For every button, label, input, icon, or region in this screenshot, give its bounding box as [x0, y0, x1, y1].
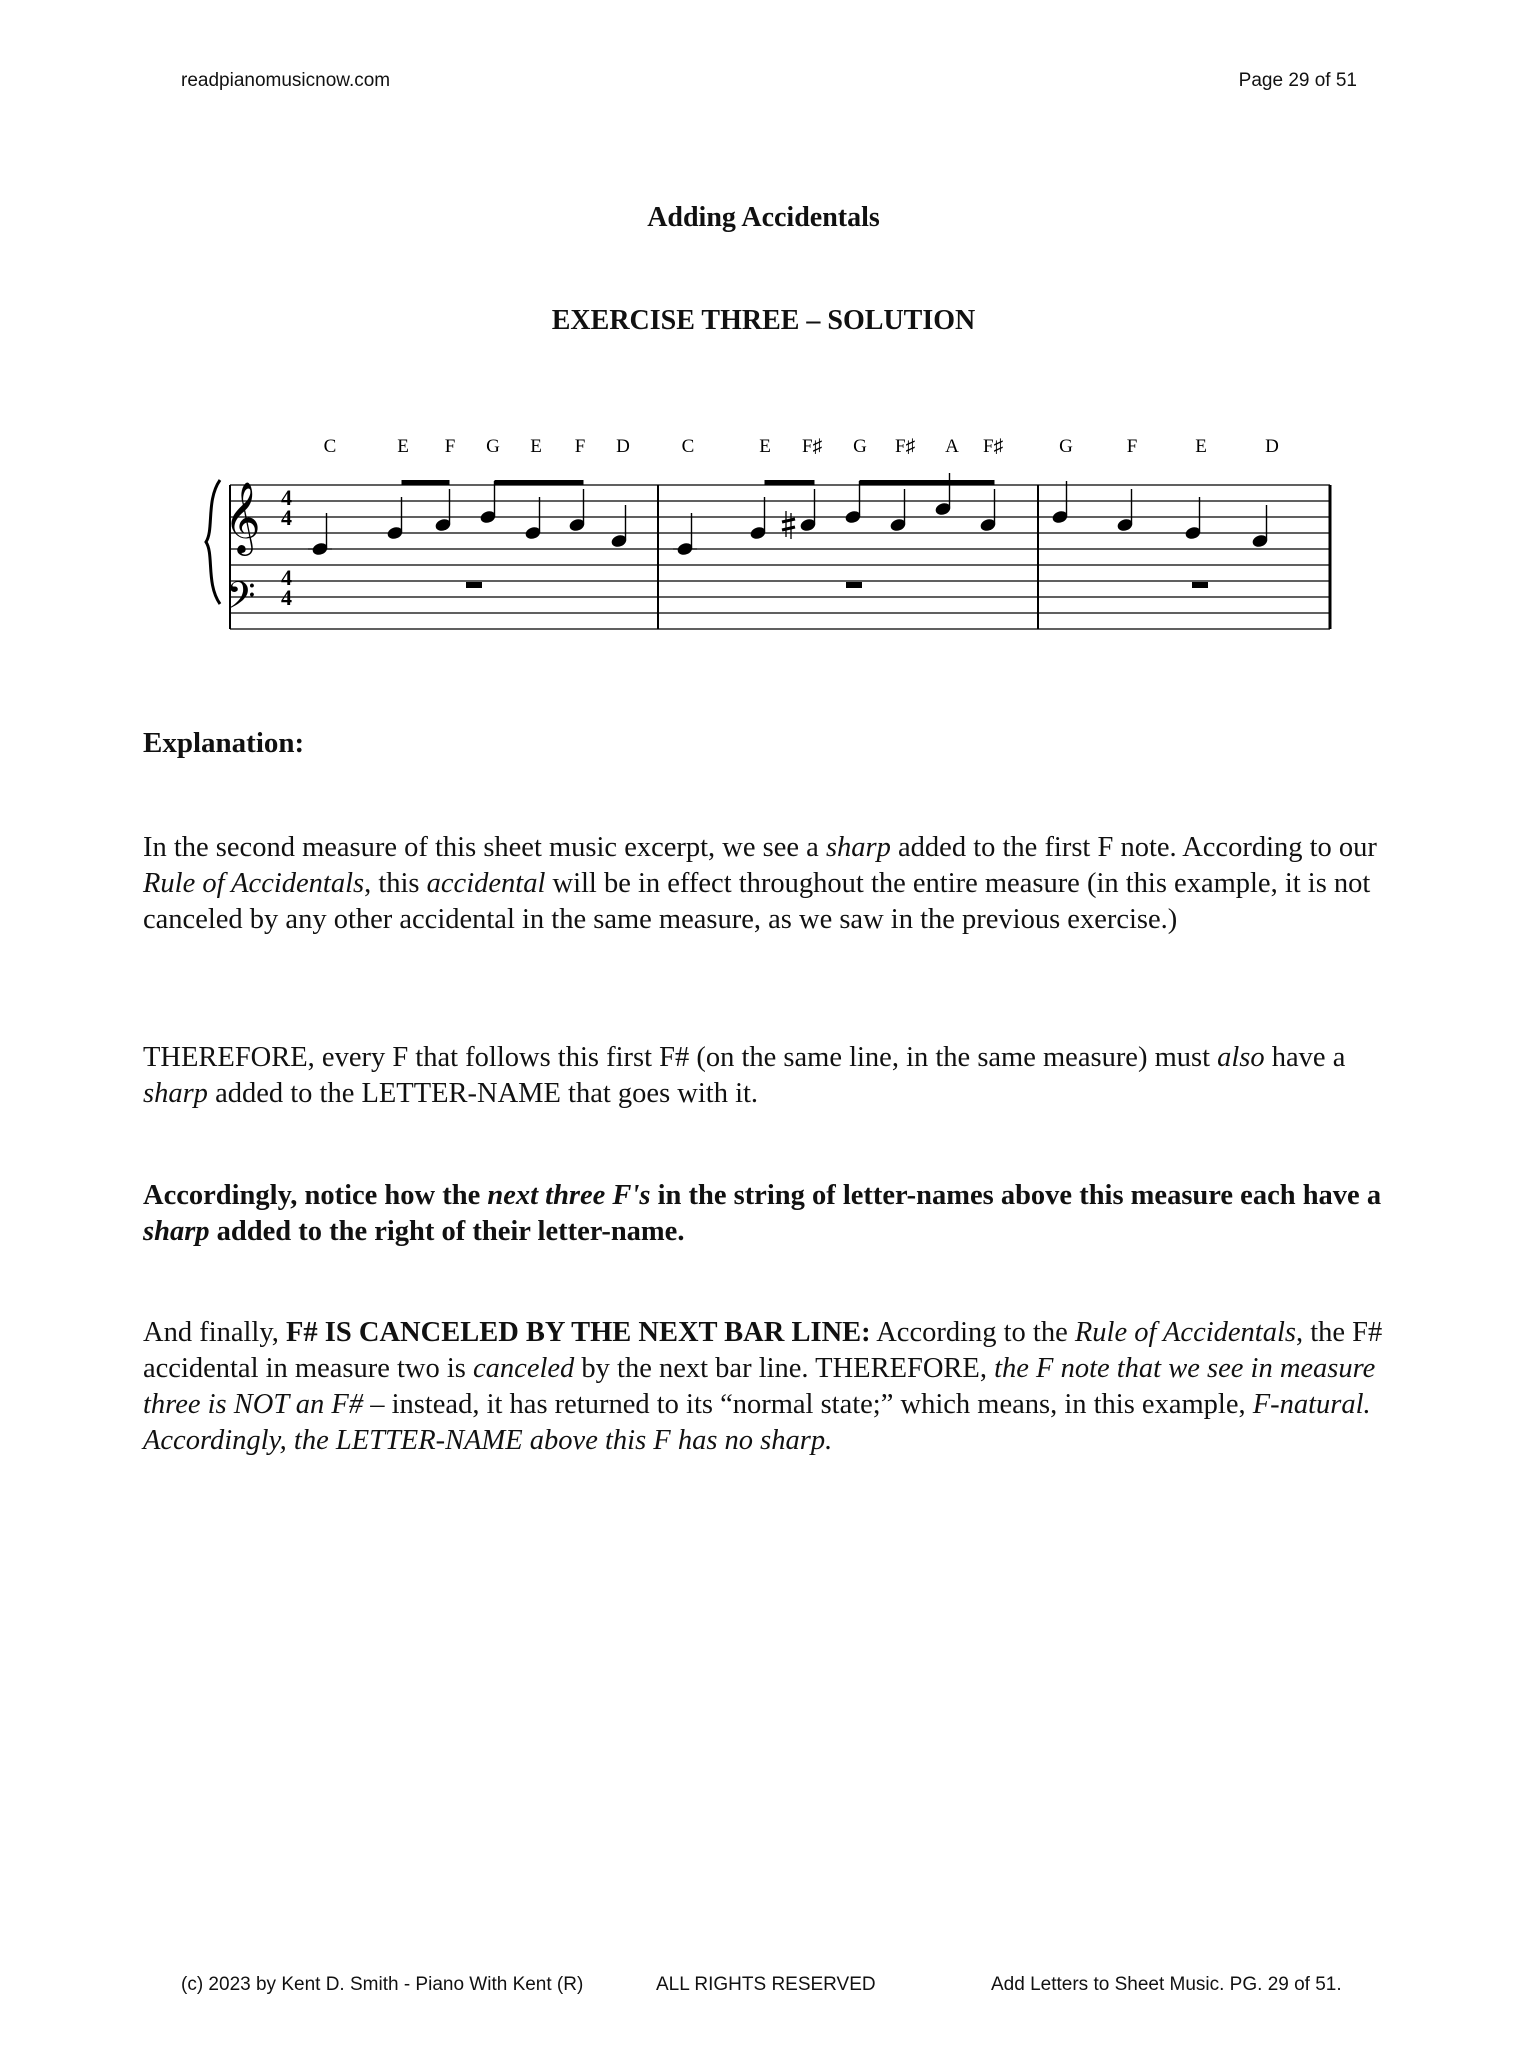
bar-lines — [230, 485, 1330, 629]
text-segment: And finally, — [143, 1317, 287, 1348]
text-segment: by the next bar line. THEREFORE, — [574, 1353, 995, 1384]
header-site: readpianomusicnow.com — [181, 70, 391, 91]
letter-name: E — [1195, 436, 1207, 457]
letter-name: A — [945, 436, 959, 457]
whole-rest-icon — [1192, 582, 1208, 588]
beam — [495, 480, 584, 485]
footer-rights: ALL RIGHTS RESERVED — [656, 1974, 876, 1995]
paragraph-1 — [143, 830, 1413, 938]
text-segment: in the string of letter-names above this measure each have a — [650, 1180, 1382, 1211]
letter-name: G — [853, 436, 867, 457]
svg-text:4: 4 — [281, 585, 292, 610]
letter-name: C — [681, 436, 695, 457]
whole-rest-icon — [846, 582, 862, 588]
treble-clef-icon: 𝄞 — [224, 484, 261, 552]
paragraph-2 — [143, 1040, 1413, 1112]
text-segment: , the F# accidental in measure two is — [143, 1317, 1383, 1384]
paragraph-3 — [143, 1178, 1413, 1250]
text-segment: also — [1217, 1042, 1265, 1073]
letter-name: F♯ — [894, 436, 916, 457]
text-segment: accidental — [426, 868, 546, 899]
text-segment: sharp — [825, 832, 891, 863]
text-segment: Rule of Accidentals — [1074, 1317, 1296, 1348]
letter-name: F — [574, 436, 586, 457]
staff-lines — [230, 485, 1330, 629]
text-segment: F-natural. Accordingly, the LETTER-NAME above this F has no sharp. — [143, 1389, 1371, 1456]
letter-name: E — [759, 436, 771, 457]
rests — [466, 582, 1208, 588]
text-segment: Rule of Accidentals — [143, 868, 365, 899]
header-page-number: Page 29 of 51 — [1238, 70, 1357, 91]
text-segment: THEREFORE, every F that follows this first F# (on the same line, in the same measure) must — [143, 1042, 1218, 1073]
footer-copyright: (c) 2023 by Kent D. Smith - Piano With Kent (R) — [181, 1974, 584, 1995]
exercise-subtitle: EXERCISE THREE – SOLUTION — [551, 305, 976, 336]
letter-name: F♯ — [801, 436, 823, 457]
text-segment: canceled — [473, 1353, 575, 1384]
text-segment: added to the LETTER-NAME that goes with it. — [207, 1078, 759, 1109]
text-segment: Accordingly, notice how the — [143, 1180, 488, 1211]
text-segment: – instead, it has returned to its “normal state;” which means, in this example, — [363, 1389, 1253, 1420]
explanation-heading: Explanation: — [143, 727, 305, 759]
text-segment: In the second measure of this sheet music excerpt, we see a — [143, 832, 826, 863]
letter-name: E — [397, 436, 409, 457]
letter-name: D — [1265, 436, 1279, 457]
beam — [765, 480, 815, 485]
svg-text:4: 4 — [281, 565, 292, 590]
text-segment: next three F's — [487, 1180, 651, 1211]
svg-text:4: 4 — [281, 485, 292, 510]
text-segment: sharp — [143, 1216, 210, 1247]
letter-name: D — [616, 436, 630, 457]
text-segment: added to the first F note. According to our — [890, 832, 1377, 863]
whole-rest-icon — [466, 582, 482, 588]
text-segment: added to the right of their letter-name. — [209, 1216, 685, 1247]
grand-staff-brace — [206, 480, 220, 604]
time-signature-treble — [281, 485, 292, 530]
letter-name: E — [530, 436, 542, 457]
text-segment: the F note that we see in measure three is NOT an F# — [143, 1353, 1376, 1420]
letter-name: F♯ — [982, 436, 1004, 457]
letter-name: C — [323, 436, 337, 457]
text-segment: will be in effect throughout the entire measure (in this example, it is not canceled by any other accidental in the same measure, as we saw in the previous exercise.) — [143, 868, 1371, 935]
page-title: Adding Accidentals — [647, 202, 880, 233]
sharp-icon — [782, 511, 795, 539]
letter-name: F — [1126, 436, 1138, 457]
bass-clef-icon: 𝄢 — [226, 575, 256, 626]
beam — [860, 480, 995, 485]
text-segment: have a — [1264, 1042, 1346, 1073]
text-segment: According to the — [870, 1317, 1075, 1348]
letter-name: G — [1059, 436, 1073, 457]
music-staff — [200, 420, 1350, 640]
time-signature-bass — [281, 565, 292, 610]
paragraph-4 — [143, 1315, 1413, 1459]
footer-book-page: Add Letters to Sheet Music. PG. 29 of 51. — [991, 1974, 1342, 1995]
letter-name: G — [486, 436, 500, 457]
letter-names — [324, 436, 1279, 457]
text-segment: sharp — [143, 1078, 208, 1109]
text-segment: F# IS CANCELED BY THE NEXT BAR LINE: — [286, 1317, 871, 1348]
svg-text:4: 4 — [281, 505, 292, 530]
letter-name: F — [444, 436, 456, 457]
beam — [402, 480, 450, 485]
text-segment: , this — [364, 868, 427, 899]
